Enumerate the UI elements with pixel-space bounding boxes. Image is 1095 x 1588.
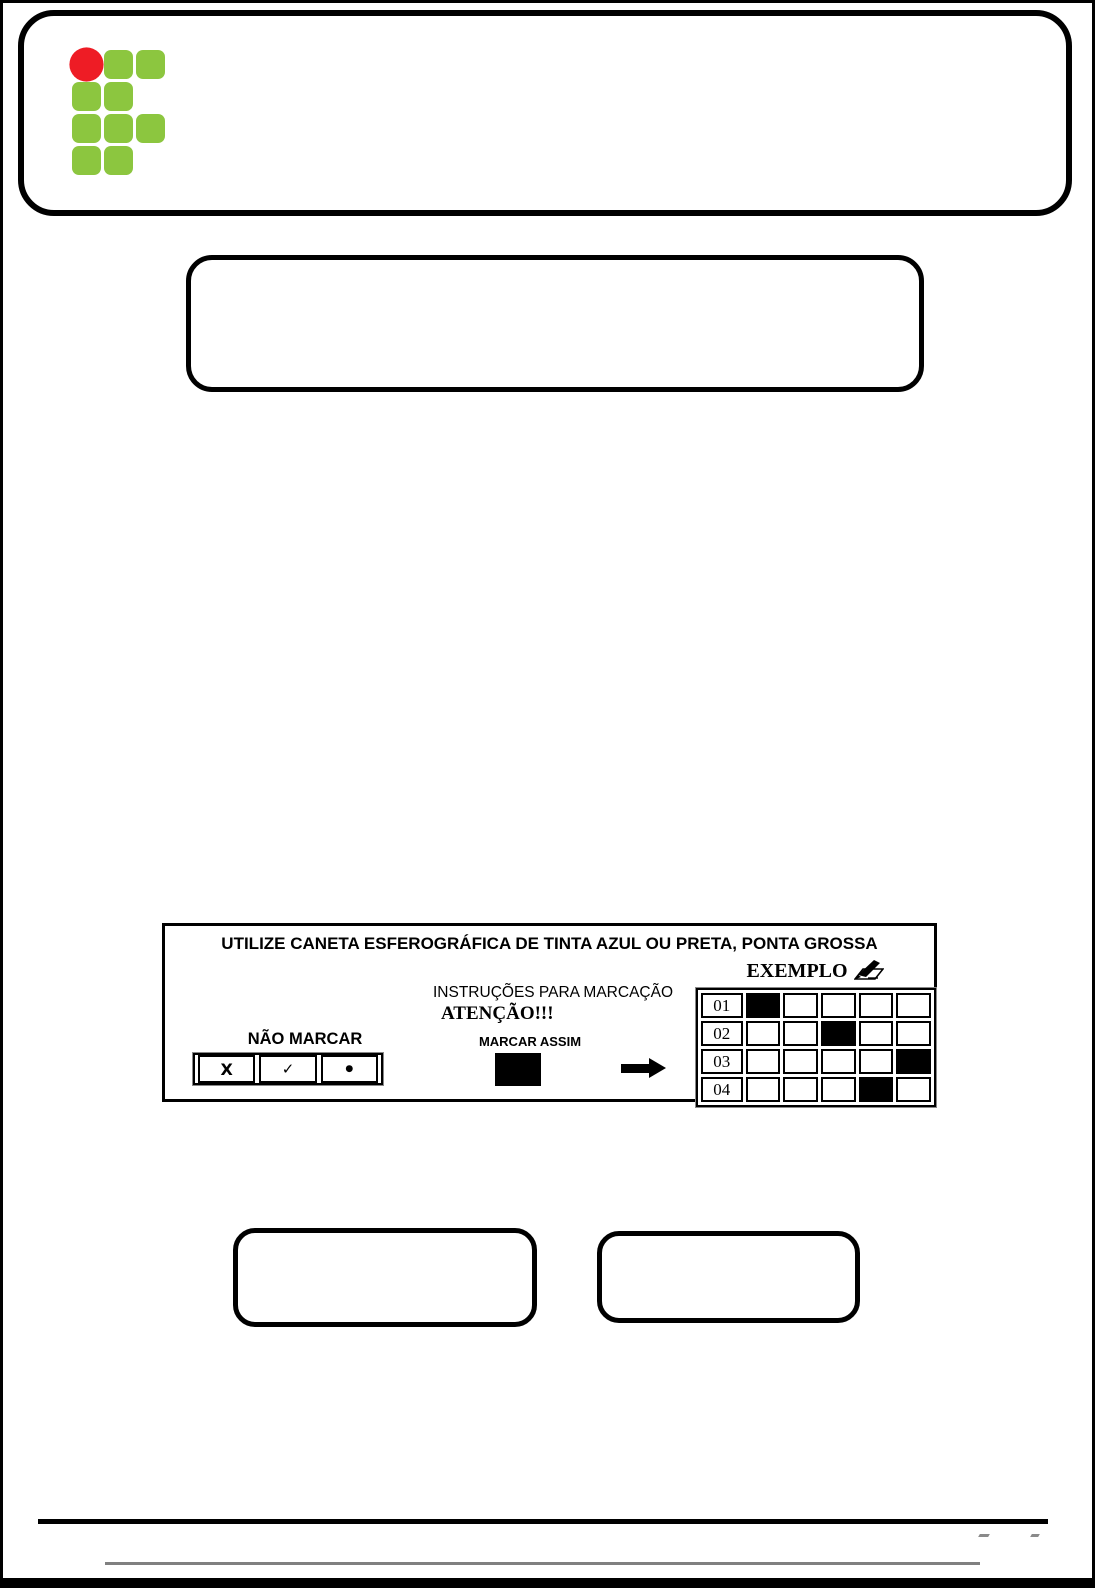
instructions-title: UTILIZE CANETA ESFEROGRÁFICA DE TINTA AZUL OU PRETA, PONTA GROSSA <box>221 934 878 953</box>
writing-hand-icon <box>854 964 884 986</box>
dot-mark-icon: ● <box>345 1064 354 1074</box>
example-cell-filled <box>746 993 781 1018</box>
mark-like-this-label: MARCAR ASSIM <box>478 1034 582 1049</box>
example-label: EXEMPLO <box>746 960 848 982</box>
attention-line: ATENÇÃO!!! <box>441 1003 554 1024</box>
logo-green-square <box>104 82 133 111</box>
example-cell <box>821 1049 856 1074</box>
do-not-mark-label: NÃO MARCAR <box>247 1030 363 1048</box>
example-cell-filled <box>896 1049 931 1074</box>
marking-instructions-line: INSTRUÇÕES PARA MARCAÇÃO <box>433 984 674 1001</box>
invalid-mark-check-cell <box>259 1055 316 1083</box>
example-label-row <box>696 959 934 987</box>
example-cell-filled <box>859 1077 894 1102</box>
attention-block <box>433 984 683 1025</box>
x-mark-icon: X <box>220 1059 233 1079</box>
title-frame <box>186 255 924 392</box>
example-cell <box>821 993 856 1018</box>
logo-green-square <box>136 50 165 79</box>
logo-green-square <box>72 82 101 111</box>
example-cell <box>746 1021 781 1046</box>
example-cell <box>783 1077 818 1102</box>
logo-empty-cell <box>136 146 165 175</box>
example-row-number: 01 <box>701 993 743 1018</box>
logo-green-square <box>72 146 101 175</box>
footer-rule-gray <box>105 1562 980 1565</box>
example-grid-row <box>701 1021 931 1046</box>
example-cell <box>746 1077 781 1102</box>
logo-green-square <box>104 114 133 143</box>
invalid-mark-dot-cell <box>321 1055 378 1083</box>
example-cell <box>896 1021 931 1046</box>
check-mark-icon: ✓ <box>281 1060 295 1078</box>
example-grid-row <box>701 1077 931 1102</box>
example-cell <box>859 1049 894 1074</box>
scan-speck <box>978 1534 990 1537</box>
logo-green-square <box>72 114 101 143</box>
logo-green-square <box>104 50 133 79</box>
example-cell <box>783 1049 818 1074</box>
example-cell <box>896 1077 931 1102</box>
example-grid <box>696 988 936 1107</box>
example-cell <box>821 1077 856 1102</box>
example-cell <box>783 1021 818 1046</box>
example-cell <box>783 993 818 1018</box>
example-row-number: 02 <box>701 1021 743 1046</box>
right-arrow-icon <box>621 1064 649 1073</box>
invalid-marks-box <box>193 1053 383 1085</box>
instituto-federal-logo <box>72 50 165 175</box>
example-row-number: 03 <box>701 1049 743 1074</box>
logo-empty-cell <box>136 82 165 111</box>
right-arrow-head <box>649 1058 666 1078</box>
header-frame <box>18 10 1072 216</box>
example-cell <box>896 993 931 1018</box>
footer-rule-thick <box>38 1519 1048 1524</box>
page-bottom-edge <box>0 1578 1095 1588</box>
scan-speck <box>1030 1534 1040 1537</box>
logo-green-square <box>104 146 133 175</box>
example-cell <box>859 1021 894 1046</box>
empty-frame-left <box>233 1228 537 1327</box>
example-cell <box>859 993 894 1018</box>
logo-red-circle <box>69 47 103 81</box>
marking-instructions-panel <box>162 923 937 1102</box>
example-cell <box>746 1049 781 1074</box>
example-row-number: 04 <box>701 1077 743 1102</box>
empty-frame-right <box>597 1231 860 1323</box>
filled-mark-sample <box>495 1053 541 1086</box>
example-cell-filled <box>821 1021 856 1046</box>
example-grid-row <box>701 993 931 1018</box>
logo-green-square <box>136 114 165 143</box>
example-grid-row <box>701 1049 931 1074</box>
invalid-mark-x-cell <box>198 1055 255 1083</box>
